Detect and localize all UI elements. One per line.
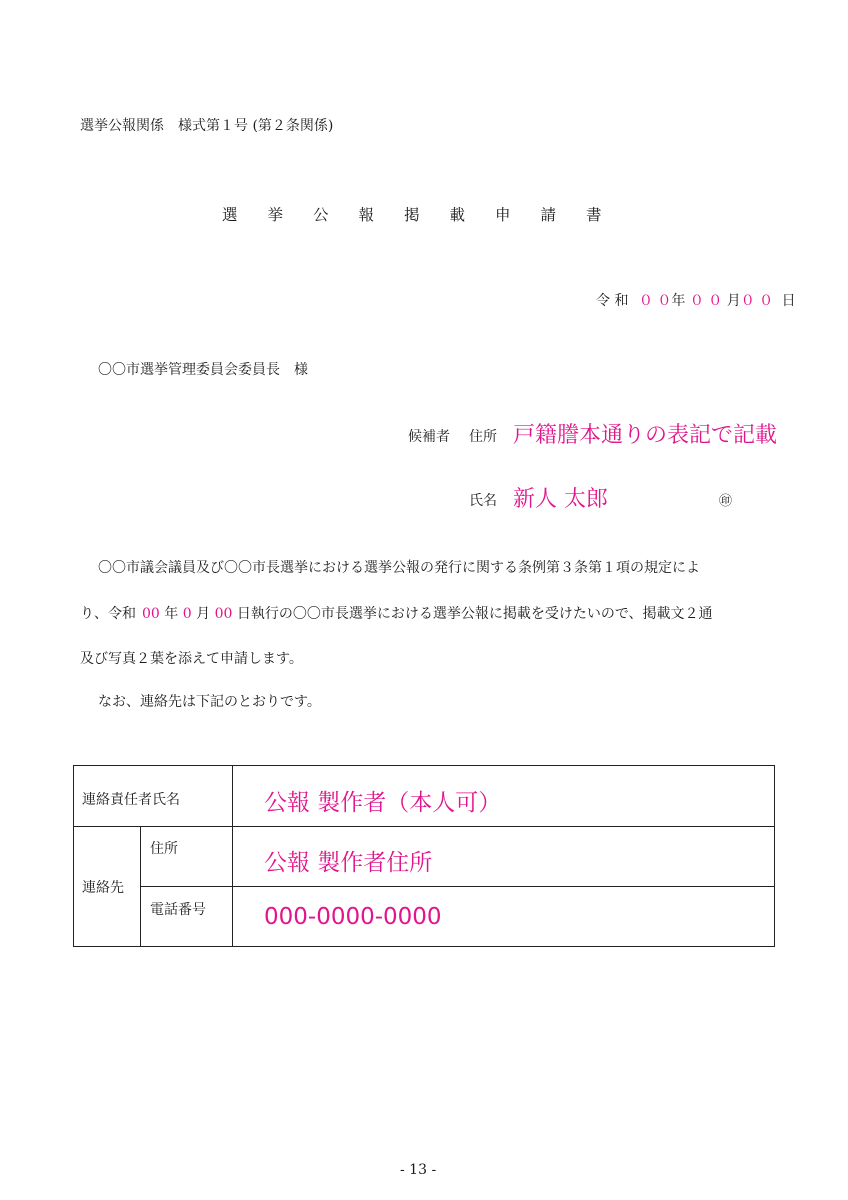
table-row-divider-1	[74, 826, 774, 827]
date-month: ０ ０	[689, 293, 723, 309]
candidate-address-label: 住所	[469, 429, 497, 445]
phone-value: 000-0000-0000	[264, 904, 442, 930]
responsible-name-value: 公報 製作者（本人可）	[264, 790, 502, 816]
body-line-2	[80, 603, 713, 623]
date-year: ０ ０	[638, 293, 672, 309]
candidate-name-value: 新人 太郎	[513, 487, 608, 512]
candidate-address-value: 戸籍謄本通りの表記で記載	[513, 423, 778, 448]
body-line-2-month-unit: 月	[196, 606, 211, 622]
date-line	[596, 290, 796, 310]
contact-address-label: 住所	[150, 841, 178, 857]
contact-label: 連絡先	[82, 880, 124, 896]
contact-table	[73, 765, 775, 947]
contact-address-value: 公報 製作者住所	[264, 850, 433, 876]
table-divider-main	[232, 766, 233, 946]
seal-mark: ㊞	[719, 494, 733, 509]
body-election-month: 0	[182, 606, 192, 622]
body-line-4: なお、連絡先は下記のとおりです。	[98, 694, 321, 710]
phone-label: 電話番号	[150, 902, 206, 918]
responsible-name-label: 連絡責任者氏名	[82, 792, 180, 808]
body-election-year: 00	[142, 606, 160, 622]
body-line-2-year-unit: 年	[164, 606, 179, 622]
body-line-2-part-a: り、令和	[80, 606, 136, 622]
body-line-3: 及び写真２葉を添えて申請します。	[80, 651, 303, 667]
candidate-name-label: 氏名	[469, 493, 497, 509]
body-election-day: 00	[214, 606, 233, 622]
date-year-unit: 年	[671, 293, 686, 309]
candidate-label: 候補者	[408, 429, 450, 445]
date-era: 令 和	[596, 293, 629, 309]
date-day: ０ ０	[740, 293, 774, 309]
date-day-unit: 日	[781, 293, 796, 309]
body-line-1: 〇〇市議会議員及び〇〇市長選挙における選挙公報の発行に関する条例第３条第１項の規定によ	[98, 560, 700, 576]
addressee: 〇〇市選挙管理委員会委員長 様	[98, 362, 308, 378]
date-month-unit: 月	[726, 293, 741, 309]
page-number: - 13 -	[400, 1162, 437, 1178]
form-label: 選挙公報関係 様式第１号 (第２条関係)	[80, 118, 334, 134]
document-title: 選挙公報掲載申請書	[222, 206, 632, 224]
body-line-2-part-d: 日執行の〇〇市長選挙における選挙公報に掲載を受けたいので、掲載文２通	[236, 606, 713, 622]
table-row-divider-2	[140, 886, 774, 887]
